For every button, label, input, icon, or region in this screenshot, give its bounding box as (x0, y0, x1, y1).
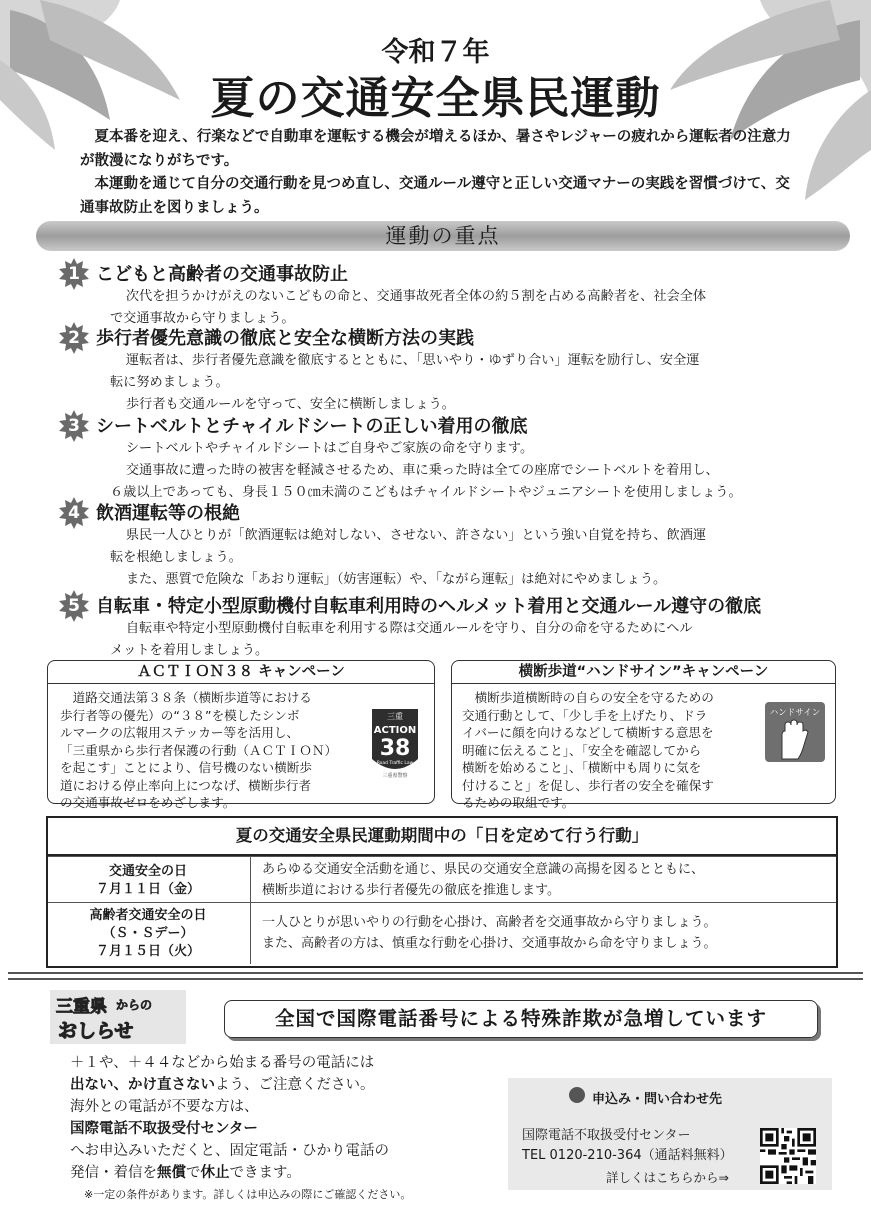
logo-number: 38 (379, 736, 411, 761)
schedule-row-2-text (262, 912, 822, 954)
point-1-badge (58, 258, 90, 290)
point-2-number: 2 (68, 328, 80, 348)
schedule-row-1 (48, 856, 836, 903)
schedule-row-2-label (48, 907, 248, 961)
text-line: 歩行者等の優先）の“３８”を模したシンボ (60, 707, 300, 723)
point-line: また、悪質で危険な「あおり運転」（妨害運転）や、「ながら運転」は絶対にやめましょう。 (125, 572, 667, 587)
text-line: 明確に伝えること」、「安全を確認してから (462, 742, 702, 758)
notice-tag-from: からの (116, 998, 153, 1012)
point-line: で交通事故から守りましょう。 (110, 311, 295, 326)
text-line: 横断を始めること」、「横断中も周りに気を (462, 760, 702, 775)
fraud-headline: 全国で国際電話番号による特殊詐欺が急増しています (224, 1000, 818, 1038)
notice-line: へお申込みいただくと、固定電話・ひかり電話の (70, 1143, 389, 1159)
intro-text (80, 126, 800, 220)
notice-emphasis: 無償 (157, 1165, 186, 1181)
contact-tel: TEL 0120-210-364（通話料無料） (522, 1148, 733, 1163)
point-1 (58, 258, 848, 326)
contact-center-name: 国際電話不取扱受付センター (522, 1128, 691, 1143)
logo-word: ACTION (373, 725, 417, 736)
point-line: 自転車や特定小型原動機付自転車を利用する際は交通ルールを守り、自分の命を守るためにヘル (125, 621, 693, 636)
logo-sub: Road Traffic Law (376, 761, 414, 766)
point-4-body (110, 525, 850, 591)
notice-line: 海外との電話が不要な方は、 (70, 1099, 259, 1115)
label-line: 高齢者交通安全の日 (89, 908, 207, 923)
text-line: 「三重県から歩行者保護の行動（ＡＣＴＩＯＮ） (60, 742, 338, 758)
contact-title: 申込み・問い合わせ先 (592, 1092, 723, 1107)
text-line: の交通事故ゼロをめざします。 (60, 795, 236, 810)
hand-sign-icon (764, 701, 826, 763)
intro-paragraph-1: 夏本番を迎え、行楽などで自動車を運転する機会が増えるほか、暑さやレジャーの疲れから運転者の注意力が散漫になりがちです。 (80, 129, 791, 169)
text-line: るための取組です。 (462, 795, 575, 810)
page-title: 夏の交通安全県民運動 (210, 73, 661, 124)
handsign-title: 横断歩道“ハンドサイン”キャンペーン (452, 661, 835, 684)
schedule-row-2 (48, 902, 836, 965)
point-5-title: 自転車・特定小型原動機付自転車利用時のヘルメット着用と交通ルール遵守の徹底 (96, 596, 762, 617)
text-line: 一人ひとりが思いやりの行動を心掛け、高齢者を交通事故から守りましょう。 (262, 915, 717, 930)
notice-text-segment: で (186, 1165, 201, 1181)
schedule-table (46, 816, 838, 968)
label-line: ７月１５日（火） (95, 944, 200, 959)
handsign-text (462, 689, 762, 812)
year-label: 令和７年 (381, 37, 490, 68)
point-5 (58, 590, 848, 656)
action38-logo-icon (368, 701, 422, 781)
notice-note: ※一定の条件があります。詳しくは申込みの際にご確認ください。 (84, 1188, 412, 1201)
point-3-badge (58, 410, 90, 442)
point-3-title: シートベルトとチャイルドシートの正しい着用の徹底 (96, 416, 528, 437)
label-line: （Ｓ・Ｓデー） (102, 926, 194, 941)
section-title-bar: 運動の重点 (36, 221, 850, 251)
notice-tag-pref: 三重県 (56, 997, 107, 1017)
notice-text-segment: よう、ご注意ください。 (215, 1077, 375, 1093)
point-3 (58, 410, 848, 500)
text-line: を起こす」ことにより、信号機のない横断歩 (60, 760, 312, 775)
point-line: 県民一人ひとりが「飲酒運転は絶対しない、させない、許さない」という強い自覚を持ち、飲酒運 (125, 528, 707, 543)
point-2-badge (58, 322, 90, 354)
label-line: ７月１１日（金） (95, 882, 200, 897)
point-4-badge (58, 497, 90, 529)
point-4-number: 4 (68, 503, 80, 523)
point-line: 転に努めましょう。 (110, 375, 229, 390)
point-line: 交通事故に遭った時の被害を軽減させるため、車に乗った時は全ての座席でシートベルトを着用し、 (125, 463, 719, 478)
intro-paragraph-2: 本運動を通じて自分の交通行動を見つめ直し、交通ルール遵守と正しい交通マナーの実践を習慣づけて、交通事故防止を図りましょう。 (80, 176, 790, 216)
point-line: 歩行者も交通ルールを守って、安全に横断しましょう。 (125, 397, 455, 412)
text-line: イバーに顔を向けるなどして横断する意思を (462, 725, 714, 740)
point-line: 運転者は、歩行者優先意識を徹底するとともに、「思いやり・ゆずり合い」運転を励行し、安全運 (125, 353, 700, 368)
point-line: ６歳以上であっても、身長１５０㎝未満のこどもはチャイルドシートやジュニアシートを使用しましょう。 (110, 485, 742, 500)
text-line: 付けること」を促し、歩行者の安全を確保す (462, 777, 714, 793)
point-line: シートベルトやチャイルドシートはご自身やご家族の命を守ります。 (125, 441, 534, 456)
qr-code-icon[interactable] (760, 1128, 816, 1184)
text-line: また、高齢者の方は、慎重な行動を心掛け、交通事故から命を守りましょう。 (262, 936, 717, 951)
point-4-title: 飲酒運転等の根絶 (96, 503, 240, 524)
text-line: ルマークの広報用ステッカー等を活用し、 (60, 725, 300, 740)
handsign-badge-label: ハンドサイン (769, 708, 821, 718)
divider (8, 972, 863, 974)
contact-more-link[interactable]: 詳しくはこちらから⇒ (606, 1170, 729, 1185)
point-line: 転を根絶しましょう。 (110, 550, 242, 565)
point-line: メットを着用しましょう。 (110, 643, 269, 658)
notice-center-name: 国際電話不取扱受付センター (70, 1121, 258, 1137)
handsign-campaign-box (451, 660, 836, 810)
info-icon (568, 1086, 586, 1104)
notice-tag-label: おしらせ (58, 1020, 134, 1042)
text-line: 道における停止率向上につなげ、横断歩行者 (60, 777, 312, 793)
schedule-title: 夏の交通安全県民運動期間中の「日を定めて行う行動」 (48, 818, 836, 856)
notice-text-segment: できます。 (229, 1165, 301, 1181)
notice-line-2 (70, 1074, 500, 1096)
action38-title: ＡＣＴＩＯＮ３８ キャンペーン (48, 661, 434, 684)
action38-text (60, 689, 360, 812)
logo-top: 三重 (387, 712, 403, 721)
notice-text (70, 1052, 500, 1184)
action38-campaign-box (47, 660, 435, 810)
text-line: 横断歩道における歩行者優先の徹底を推進します。 (262, 883, 560, 898)
notice-line-6 (70, 1162, 500, 1184)
point-5-badge (58, 590, 90, 622)
text-line: 横断歩道横断時の自らの安全を守るための (474, 690, 714, 705)
point-1-title: こどもと高齢者の交通事故防止 (96, 264, 348, 285)
divider (8, 978, 863, 980)
point-3-number: 3 (68, 416, 80, 436)
label-line: 交通安全の日 (108, 864, 187, 879)
notice-text-segment: 発信・着信を (70, 1165, 157, 1181)
point-2-body (110, 350, 850, 416)
text-line: あらゆる交通安全活動を通じ、県民の交通安全意識の高揚を図るとともに、 (262, 862, 705, 877)
schedule-row-1-label (48, 863, 248, 899)
contact-box (508, 1078, 832, 1190)
logo-foot: 三重県警察 (382, 773, 408, 779)
text-line: 道路交通法第３８条（横断歩道等における (72, 690, 312, 705)
notice-line: ＋１や、＋４４などから始まる番号の電話には (70, 1055, 375, 1071)
point-4 (58, 497, 848, 589)
point-2-title: 歩行者優先意識の徹底と安全な横断方法の実践 (96, 328, 474, 349)
point-5-number: 5 (68, 596, 80, 616)
schedule-row-1-text (262, 859, 822, 901)
notice-tag (50, 990, 186, 1044)
point-1-number: 1 (68, 264, 80, 284)
point-line: 次代を担うかけがえのないこどもの命と、交通事故死者全体の約５割を占める高齢者を、社会全体 (125, 289, 707, 304)
notice-emphasis: 出ない、かけ直さない (70, 1077, 215, 1093)
text-line: 交通行動として、「少し手を上げたり、ドラ (462, 707, 708, 723)
point-3-body (110, 438, 850, 504)
point-5-body (110, 618, 850, 662)
point-2 (58, 322, 848, 410)
notice-emphasis: 休止 (200, 1165, 230, 1181)
